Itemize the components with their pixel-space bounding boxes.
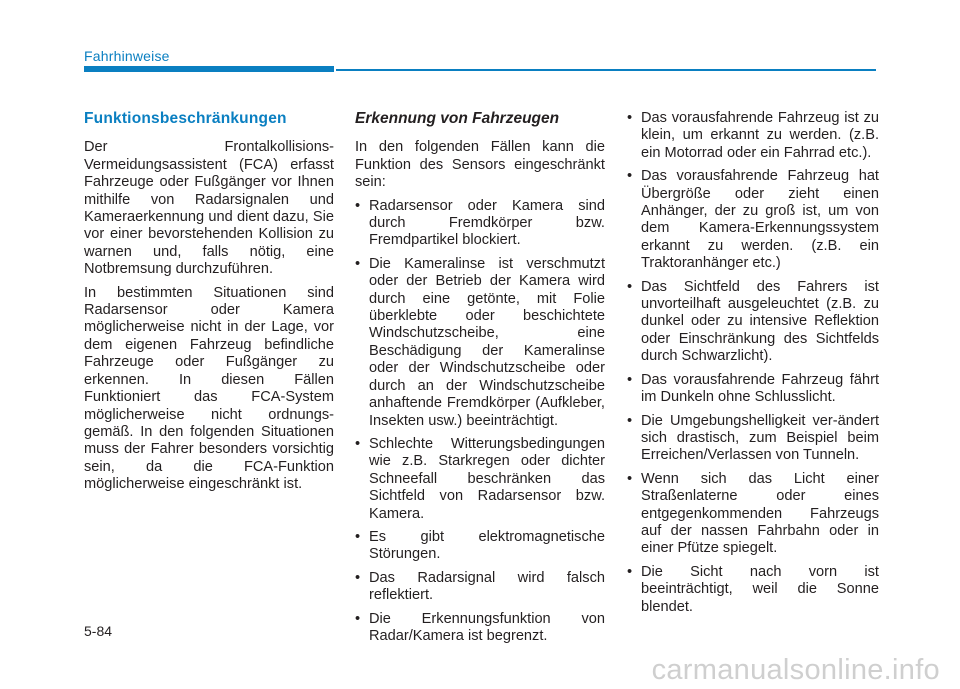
bullet-item: • Das vorausfahrende Fahrzeug ist zu klein, um erkannt zu werden. (z.B. ein Motorrad oder ein Fahrrad etc.). [627, 110, 879, 162]
bullet-item: • Die Kameralinse ist verschmutzt oder der Betrieb der Kamera wird durch eine getönte, mit Folie überklebte oder beschichtete Windschutzscheibe, eine Beschädigung der Kameralinse oder der Windschutzscheibe oder durch an der Windschutzscheibe anhaftende Fremdkörper (Aufkleber, Insekten usw.) beeinträchtigt. [355, 256, 605, 430]
column-3 [627, 110, 879, 622]
bullet-item: • Das Sichtfeld des Fahrers ist unvorteilhaft ausgeleuchtet (z.B. zu dunkel oder zu intensive Reflektion oder Einschränkung des Sichtfelds durch Schwarzlicht). [627, 279, 879, 366]
header-rule-thin [336, 69, 876, 71]
bullet-item: • Radarsensor oder Kamera sind durch Fremdkörper bzw. Fremdpartikel blockiert. [355, 198, 605, 250]
bullet-item: • Wenn sich das Licht einer Straßenlaterne oder eines entgegenkommenden Fahrzeugs auf der nassen Fahrbahn oder in einer Pfütze spiegelt. [627, 471, 879, 558]
bullet-item: • Die Umgebungshelligkeit ver-ändert sich drastisch, zum Beispiel beim Erreichen/Verlassen von Tunneln. [627, 413, 879, 465]
column-2 [355, 110, 605, 651]
paragraph: Der Frontalkollisions-Vermeidungsassistent (FCA) erfasst Fahrzeuge oder Fußgänger vor Ihnen mithilfe von Radarsignalen und Kameraerkennung und dient dazu, Sie vor einer bevorstehenden Kollision zu warnen und, falls nötig, eine Notbremsung durchzuführen. [84, 139, 334, 278]
bullet-item: • Das Radarsignal wird falsch reflektiert. [355, 570, 605, 605]
watermark: carmanualsonline.info [651, 654, 940, 686]
page-number: 5-84 [84, 623, 113, 639]
bullet-item: • Die Sicht nach vorn ist beeinträchtigt, weil die Sonne blendet. [627, 564, 879, 616]
header-rule-thick [84, 66, 334, 72]
header-section-label: Fahrhinweise [84, 48, 170, 64]
column-1 [84, 110, 334, 500]
section-title: Funktionsbeschränkungen [84, 110, 287, 127]
intro-paragraph: In den folgenden Fällen kann die Funktion des Sensors eingeschränkt sein: [355, 139, 605, 191]
bullet-list [355, 198, 605, 646]
subsection-title: Erkennung von Fahrzeugen [355, 110, 560, 127]
bullet-item: • Es gibt elektromagnetische Störungen. [355, 529, 605, 564]
bullet-item: • Das vorausfahrende Fahrzeug hat Übergröße oder zieht einen Anhänger, der zu groß ist, um von dem Kamera-Erkennungssystem erkannt zu werden. (z.B. ein Traktoranhänger etc.) [627, 168, 879, 272]
bullet-list [627, 110, 879, 616]
bullet-item: • Schlechte Witterungsbedingungen wie z.B. Starkregen oder dichter Schneefall beschränken das Sichtfeld von Radarsensor bzw. Kamera. [355, 436, 605, 523]
bullet-item: • Die Erkennungsfunktion von Radar/Kamera ist begrenzt. [355, 611, 605, 646]
bullet-item: • Das vorausfahrende Fahrzeug fährt im Dunkeln ohne Schlusslicht. [627, 372, 879, 407]
paragraph: In bestimmten Situationen sind Radarsensor oder Kamera möglicherweise nicht in der Lage, vor dem eigenen Fahrzeug befindliche Fahrzeuge oder Fußgänger zu erkennen. In diesen Fällen Funktioniert das FCA-System möglicherweise nicht ordnungs-gemäß. In den folgenden Situationen muss der Fahrer besonders vorsichtig sein, da die FCA-Funktion möglicherweise eingeschränkt ist. [84, 284, 334, 493]
